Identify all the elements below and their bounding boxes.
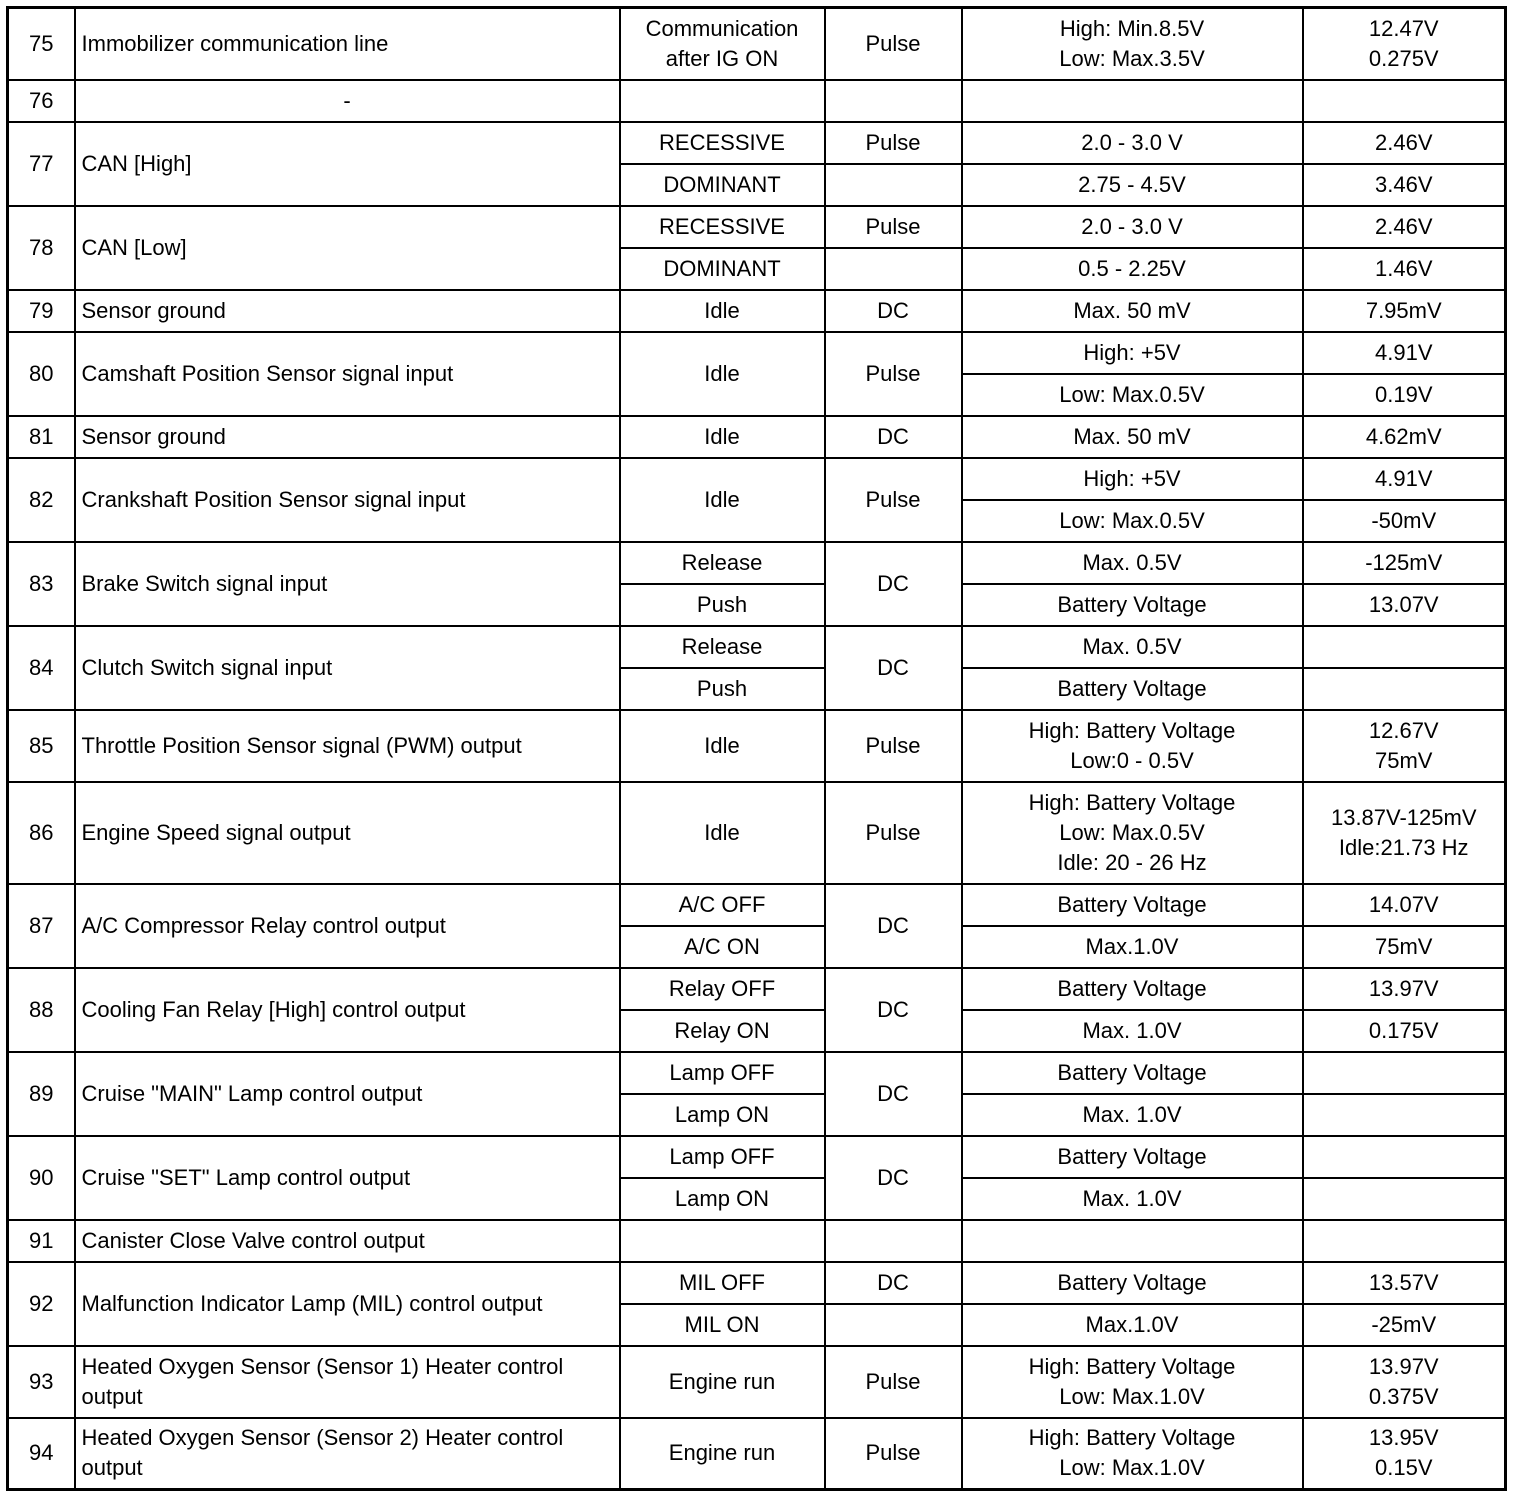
pin-description: Sensor ground <box>75 290 620 332</box>
pin-description: CAN [Low] <box>75 206 620 290</box>
spec-value: Battery Voltage <box>962 968 1303 1010</box>
table-row <box>8 1346 1506 1418</box>
pin-condition: Communication after IG ON <box>620 8 825 80</box>
signal-type: DC <box>825 626 962 710</box>
pin-number: 85 <box>8 710 75 782</box>
pin-number: 82 <box>8 458 75 542</box>
spec-value: Battery Voltage <box>962 1262 1303 1304</box>
pin-condition: Idle <box>620 782 825 884</box>
pin-number: 88 <box>8 968 75 1052</box>
pin-description: Malfunction Indicator Lamp (MIL) control output <box>75 1262 620 1346</box>
pin-condition: Release <box>620 626 825 668</box>
signal-type: DC <box>825 290 962 332</box>
pin-description: Canister Close Valve control output <box>75 1220 620 1262</box>
spec-value <box>962 80 1303 122</box>
pin-description: Crankshaft Position Sensor signal input <box>75 458 620 542</box>
spec-value: High: Battery Voltage Low: Max.0.5V Idle: 20 - 26 Hz <box>962 782 1303 884</box>
table-row <box>8 206 1506 248</box>
table-row <box>8 884 1506 926</box>
spec-value: Max. 1.0V <box>962 1178 1303 1220</box>
signal-type <box>825 1220 962 1262</box>
spec-value: Low: Max.0.5V <box>962 374 1303 416</box>
spec-value: Max. 0.5V <box>962 626 1303 668</box>
measured-value <box>1303 1178 1506 1220</box>
measured-value <box>1303 1220 1506 1262</box>
measured-value: 13.97V 0.375V <box>1303 1346 1506 1418</box>
pin-description: Heated Oxygen Sensor (Sensor 2) Heater control output <box>75 1418 620 1490</box>
pin-condition: Idle <box>620 290 825 332</box>
pin-condition: RECESSIVE <box>620 206 825 248</box>
pin-description: Heated Oxygen Sensor (Sensor 1) Heater control output <box>75 1346 620 1418</box>
pin-description: Engine Speed signal output <box>75 782 620 884</box>
pin-number: 87 <box>8 884 75 968</box>
pin-number: 77 <box>8 122 75 206</box>
pin-condition: DOMINANT <box>620 248 825 290</box>
measured-value: 0.19V <box>1303 374 1506 416</box>
pin-condition: Lamp OFF <box>620 1052 825 1094</box>
measured-value <box>1303 80 1506 122</box>
measured-value <box>1303 1094 1506 1136</box>
measured-value: 14.07V <box>1303 884 1506 926</box>
spec-value: High: +5V <box>962 458 1303 500</box>
pin-number: 91 <box>8 1220 75 1262</box>
pin-condition: DOMINANT <box>620 164 825 206</box>
measured-value <box>1303 668 1506 710</box>
pin-table-container <box>6 6 1507 1491</box>
table-row <box>8 8 1506 80</box>
pin-condition: Idle <box>620 710 825 782</box>
signal-type <box>825 164 962 206</box>
signal-type: DC <box>825 968 962 1052</box>
measured-value: -125mV <box>1303 542 1506 584</box>
signal-type: DC <box>825 416 962 458</box>
spec-value: Max.1.0V <box>962 926 1303 968</box>
pin-description: CAN [High] <box>75 122 620 206</box>
pin-number: 86 <box>8 782 75 884</box>
spec-value: 2.0 - 3.0 V <box>962 206 1303 248</box>
pin-description: Brake Switch signal input <box>75 542 620 626</box>
pin-number: 84 <box>8 626 75 710</box>
signal-type: Pulse <box>825 782 962 884</box>
pin-description: Cruise "MAIN" Lamp control output <box>75 1052 620 1136</box>
measured-value: 1.46V <box>1303 248 1506 290</box>
pin-description: Cooling Fan Relay [High] control output <box>75 968 620 1052</box>
signal-type: Pulse <box>825 8 962 80</box>
pin-condition <box>620 80 825 122</box>
table-row <box>8 710 1506 782</box>
pin-condition: Push <box>620 668 825 710</box>
signal-type <box>825 248 962 290</box>
pin-number: 93 <box>8 1346 75 1418</box>
pin-condition: Push <box>620 584 825 626</box>
table-row <box>8 542 1506 584</box>
table-row <box>8 290 1506 332</box>
pin-description: Throttle Position Sensor signal (PWM) output <box>75 710 620 782</box>
table-row <box>8 1262 1506 1304</box>
table-row <box>8 416 1506 458</box>
table-row <box>8 1052 1506 1094</box>
pin-condition: Relay ON <box>620 1010 825 1052</box>
table-row <box>8 782 1506 884</box>
pin-description: Immobilizer communication line <box>75 8 620 80</box>
signal-type: DC <box>825 1262 962 1304</box>
spec-value: High: Battery Voltage Low: Max.1.0V <box>962 1418 1303 1490</box>
table-row <box>8 122 1506 164</box>
measured-value: -25mV <box>1303 1304 1506 1346</box>
table-row <box>8 1136 1506 1178</box>
spec-value: Max. 50 mV <box>962 416 1303 458</box>
pin-condition: Idle <box>620 458 825 542</box>
signal-type <box>825 80 962 122</box>
spec-value <box>962 1220 1303 1262</box>
measured-value: 13.95V 0.15V <box>1303 1418 1506 1490</box>
spec-value: High: Battery Voltage Low: Max.1.0V <box>962 1346 1303 1418</box>
spec-value: Battery Voltage <box>962 584 1303 626</box>
signal-type: Pulse <box>825 1418 962 1490</box>
measured-value: -50mV <box>1303 500 1506 542</box>
spec-value: Low: Max.0.5V <box>962 500 1303 542</box>
pin-description: Camshaft Position Sensor signal input <box>75 332 620 416</box>
measured-value: 4.62mV <box>1303 416 1506 458</box>
pin-description: Cruise "SET" Lamp control output <box>75 1136 620 1220</box>
pin-description: Clutch Switch signal input <box>75 626 620 710</box>
spec-value: Max.1.0V <box>962 1304 1303 1346</box>
pin-number: 75 <box>8 8 75 80</box>
measured-value <box>1303 1136 1506 1178</box>
spec-value: High: Min.8.5V Low: Max.3.5V <box>962 8 1303 80</box>
measured-value: 13.87V-125mV Idle:21.73 Hz <box>1303 782 1506 884</box>
spec-value: Max. 1.0V <box>962 1094 1303 1136</box>
pin-condition: Engine run <box>620 1346 825 1418</box>
signal-type: Pulse <box>825 1346 962 1418</box>
measured-value: 12.47V 0.275V <box>1303 8 1506 80</box>
table-row <box>8 458 1506 500</box>
pin-condition: Release <box>620 542 825 584</box>
pin-number: 94 <box>8 1418 75 1490</box>
pin-number: 79 <box>8 290 75 332</box>
measured-value: 13.97V <box>1303 968 1506 1010</box>
spec-value: Max. 0.5V <box>962 542 1303 584</box>
pin-number: 76 <box>8 80 75 122</box>
pin-description: A/C Compressor Relay control output <box>75 884 620 968</box>
spec-value: 0.5 - 2.25V <box>962 248 1303 290</box>
spec-value: Battery Voltage <box>962 1136 1303 1178</box>
pin-condition: A/C ON <box>620 926 825 968</box>
pin-condition: Lamp ON <box>620 1094 825 1136</box>
spec-value: High: Battery Voltage Low:0 - 0.5V <box>962 710 1303 782</box>
signal-type: Pulse <box>825 458 962 542</box>
signal-type: DC <box>825 1136 962 1220</box>
table-row <box>8 1418 1506 1490</box>
measured-value: 4.91V <box>1303 458 1506 500</box>
measured-value: 0.175V <box>1303 1010 1506 1052</box>
spec-value: 2.0 - 3.0 V <box>962 122 1303 164</box>
signal-type: Pulse <box>825 710 962 782</box>
measured-value: 3.46V <box>1303 164 1506 206</box>
pin-number: 83 <box>8 542 75 626</box>
measured-value: 4.91V <box>1303 332 1506 374</box>
spec-value: Battery Voltage <box>962 884 1303 926</box>
pin-description: - <box>75 80 620 122</box>
pin-condition: Idle <box>620 416 825 458</box>
pin-condition <box>620 1220 825 1262</box>
measured-value: 2.46V <box>1303 122 1506 164</box>
signal-type: DC <box>825 542 962 626</box>
pin-number: 81 <box>8 416 75 458</box>
pin-condition: MIL ON <box>620 1304 825 1346</box>
pin-number: 89 <box>8 1052 75 1136</box>
table-row <box>8 626 1506 668</box>
measured-value: 13.07V <box>1303 584 1506 626</box>
spec-value: High: +5V <box>962 332 1303 374</box>
table-row <box>8 80 1506 122</box>
pin-condition: Idle <box>620 332 825 416</box>
signal-type: Pulse <box>825 206 962 248</box>
pin-condition: A/C OFF <box>620 884 825 926</box>
pin-condition: MIL OFF <box>620 1262 825 1304</box>
measured-value: 2.46V <box>1303 206 1506 248</box>
pin-condition: Engine run <box>620 1418 825 1490</box>
measured-value <box>1303 626 1506 668</box>
table-row <box>8 968 1506 1010</box>
pin-number: 92 <box>8 1262 75 1346</box>
pin-number: 90 <box>8 1136 75 1220</box>
pin-description: Sensor ground <box>75 416 620 458</box>
signal-type: Pulse <box>825 122 962 164</box>
signal-type <box>825 1304 962 1346</box>
pin-condition: Lamp OFF <box>620 1136 825 1178</box>
spec-value: Max. 1.0V <box>962 1010 1303 1052</box>
signal-type: DC <box>825 1052 962 1136</box>
pin-condition: RECESSIVE <box>620 122 825 164</box>
spec-value: Max. 50 mV <box>962 290 1303 332</box>
spec-value: Battery Voltage <box>962 668 1303 710</box>
spec-value: Battery Voltage <box>962 1052 1303 1094</box>
table-row <box>8 332 1506 374</box>
measured-value: 7.95mV <box>1303 290 1506 332</box>
pin-condition: Lamp ON <box>620 1178 825 1220</box>
spec-value: 2.75 - 4.5V <box>962 164 1303 206</box>
measured-value: 75mV <box>1303 926 1506 968</box>
pin-condition: Relay OFF <box>620 968 825 1010</box>
measured-value: 13.57V <box>1303 1262 1506 1304</box>
pin-number: 78 <box>8 206 75 290</box>
ecm-pin-table <box>6 6 1507 1491</box>
table-row <box>8 1220 1506 1262</box>
pin-number: 80 <box>8 332 75 416</box>
measured-value: 12.67V 75mV <box>1303 710 1506 782</box>
signal-type: DC <box>825 884 962 968</box>
measured-value <box>1303 1052 1506 1094</box>
signal-type: Pulse <box>825 332 962 416</box>
